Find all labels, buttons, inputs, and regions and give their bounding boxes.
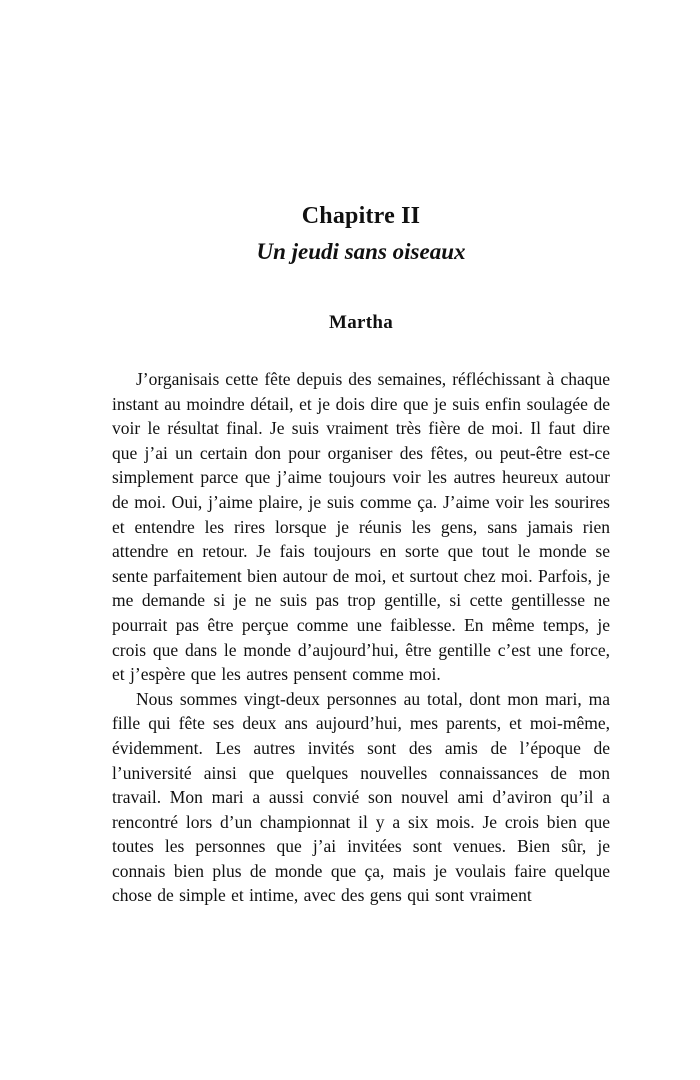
chapter-subtitle: Un jeudi sans oiseaux xyxy=(256,239,466,264)
paragraph-1: J’organisais cette fête depuis des semaines, réfléchissant à chaque instant au moindre détail, et je dois dire que je suis enfin soulagée de voir le résultat final. Je suis vraiment très fière de moi. Il faut dire que j’ai un certain don pour organiser des fêtes, ou peut-être est-ce simplement parce que j’aime toujours voir les autres heureux autour de moi. Oui, j’aime plaire, je suis comme ça. J’aime voir les sourires et entendre les rires lorsque je réunis les gens, sans jamais rien attendre en retour. Je fais toujours en sorte que tout le monde se sente parfaitement bien autour de moi, et surtout chez moi. Parfois, je me demande si je ne suis pas trop gentille, si cette gentillesse ne pourrait pas être perçue comme une faiblesse. En même temps, je crois que dans le monde d’aujourd’hui, être gentille c’est une force, et j’espère que les autres pensent comme moi. xyxy=(112,369,610,685)
body-text xyxy=(112,367,610,908)
paragraph-2: Nous sommes vingt-deux personnes au total, dont mon mari, ma fille qui fête ses deux ans aujourd’hui, mes parents, et moi-même, évidemment. Les autres invités sont des amis de l’époque de l’université ainsi que quelques nouvelles connaissances de mon travail. Mon mari a aussi convié son nouvel ami d’aviron qu’il a rencontré lors d’un championnat il y a six mois. Je crois bien que toutes les personnes que j’ai invitées sont venues. Bien sûr, je connais bien plus de monde que ça, mais je voulais faire quelque chose de simple et intime, avec des gens qui sont vraiment xyxy=(112,688,610,906)
chapter-title: Chapitre II xyxy=(301,203,421,229)
section-heading: Martha xyxy=(328,312,394,333)
